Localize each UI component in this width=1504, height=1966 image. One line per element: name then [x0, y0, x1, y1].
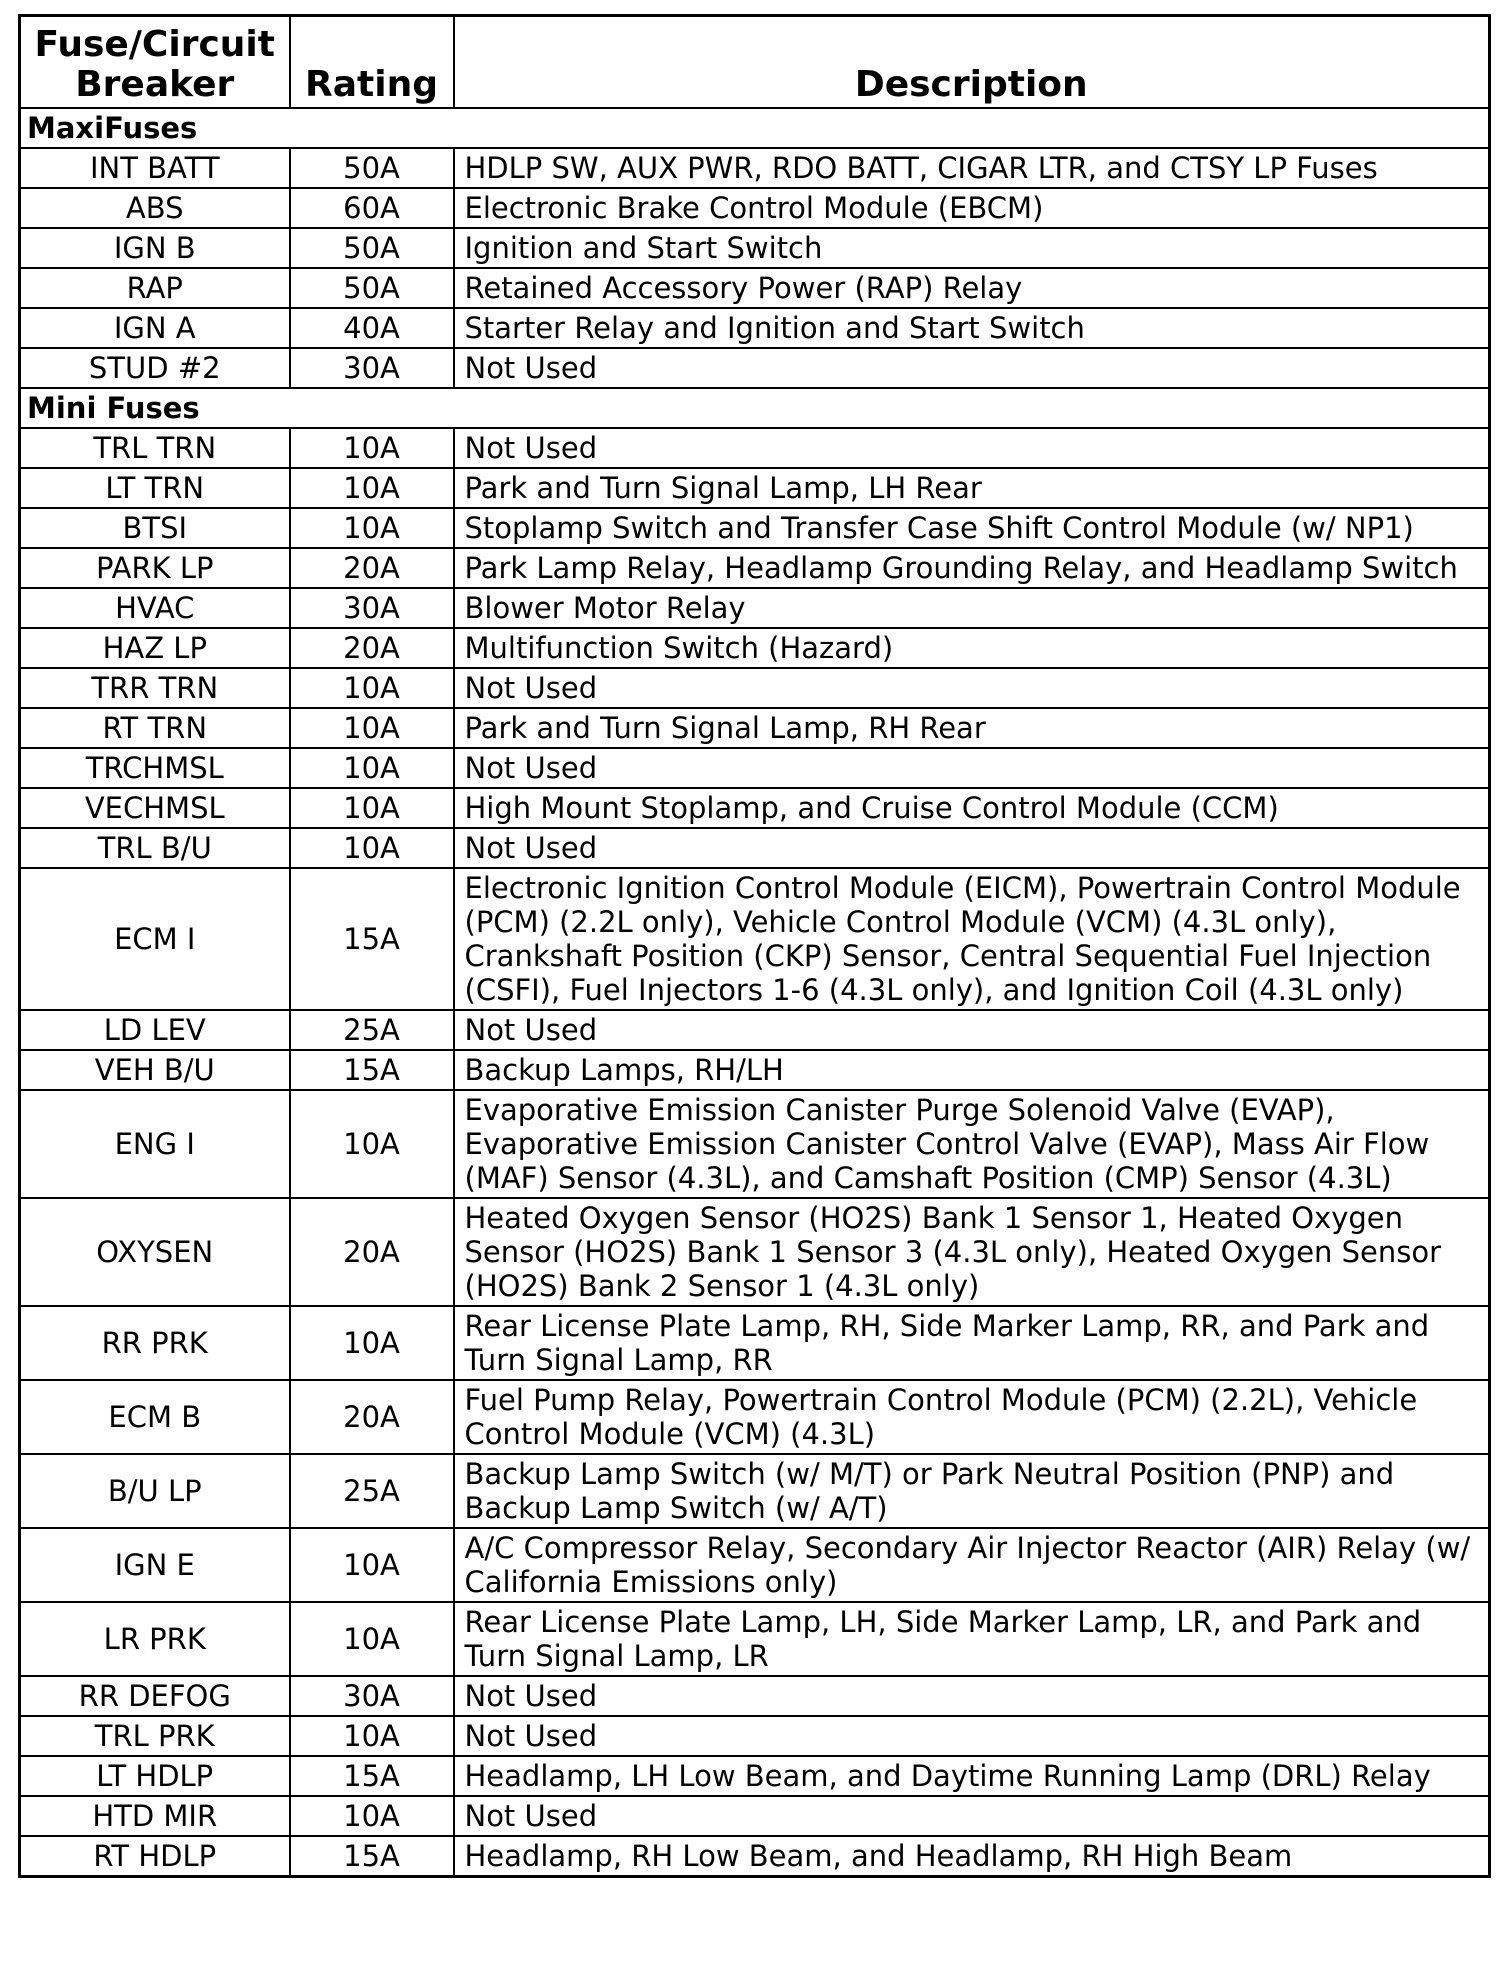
table-row [20, 1602, 1490, 1676]
rating-cell: 40A [290, 308, 454, 348]
rating-cell: 30A [290, 588, 454, 628]
fuse-name-cell: LT HDLP [20, 1756, 290, 1796]
table-row [20, 268, 1490, 308]
table-row [20, 1380, 1490, 1454]
table-row [20, 1836, 1490, 1877]
fuse-table [18, 14, 1491, 1878]
table-row [20, 1716, 1490, 1756]
rating-cell: 20A [290, 1198, 454, 1306]
table-row [20, 1796, 1490, 1836]
description-cell: Electronic Ignition Control Module (EICM), Powertrain Control Module (PCM) (2.2L only), Vehicle Control Module (VCM) (4.3L only), Crankshaft Position (CKP) Sensor, Central Sequential Fuel Injection (CSFI), Fuel Injectors 1-6 (4.3L only), and Ignition Coil (4.3L only) [454, 868, 1490, 1010]
fuse-name-cell: ABS [20, 188, 290, 228]
rating-cell: 15A [290, 1050, 454, 1090]
description-cell: Not Used [454, 428, 1490, 468]
table-body [20, 108, 1490, 1877]
table-row [20, 148, 1490, 188]
table-row [20, 428, 1490, 468]
description-cell: Blower Motor Relay [454, 588, 1490, 628]
fuse-name-cell: IGN E [20, 1528, 290, 1602]
table-row [20, 1676, 1490, 1716]
table-row [20, 188, 1490, 228]
rating-cell: 10A [290, 1306, 454, 1380]
fuse-name-cell: INT BATT [20, 148, 290, 188]
table-row [20, 548, 1490, 588]
rating-cell: 60A [290, 188, 454, 228]
description-cell: Heated Oxygen Sensor (HO2S) Bank 1 Sensor 1, Heated Oxygen Sensor (HO2S) Bank 1 Sensor 3 (4.3L only), Heated Oxygen Sensor (HO2S) Bank 2 Sensor 1 (4.3L only) [454, 1198, 1490, 1306]
rating-cell: 15A [290, 1836, 454, 1877]
section-title: MaxiFuses [20, 108, 1490, 148]
fuse-name-cell: HTD MIR [20, 1796, 290, 1836]
fuse-name-cell: LD LEV [20, 1010, 290, 1050]
table-row [20, 668, 1490, 708]
fuse-name-cell: TRL TRN [20, 428, 290, 468]
description-cell: High Mount Stoplamp, and Cruise Control Module (CCM) [454, 788, 1490, 828]
column-header-description: Description [454, 16, 1490, 108]
rating-cell: 15A [290, 1756, 454, 1796]
section-header-row [20, 388, 1490, 428]
fuse-name-cell: TRL B/U [20, 828, 290, 868]
table-row [20, 868, 1490, 1010]
table-row [20, 228, 1490, 268]
rating-cell: 10A [290, 468, 454, 508]
description-cell: Rear License Plate Lamp, LH, Side Marker Lamp, LR, and Park and Turn Signal Lamp, LR [454, 1602, 1490, 1676]
rating-cell: 10A [290, 828, 454, 868]
rating-cell: 25A [290, 1010, 454, 1050]
description-cell: Not Used [454, 1716, 1490, 1756]
rating-cell: 15A [290, 868, 454, 1010]
fuse-name-cell: LT TRN [20, 468, 290, 508]
rating-cell: 10A [290, 788, 454, 828]
fuse-name-cell: RR PRK [20, 1306, 290, 1380]
table-row [20, 788, 1490, 828]
fuse-name-cell: ENG I [20, 1090, 290, 1198]
description-cell: Headlamp, LH Low Beam, and Daytime Running Lamp (DRL) Relay [454, 1756, 1490, 1796]
rating-cell: 50A [290, 268, 454, 308]
rating-cell: 10A [290, 1528, 454, 1602]
rating-cell: 10A [290, 508, 454, 548]
table-row [20, 828, 1490, 868]
fuse-name-cell: RT TRN [20, 708, 290, 748]
column-header-rating: Rating [290, 16, 454, 108]
fuse-name-cell: VECHMSL [20, 788, 290, 828]
header-row [20, 16, 1490, 108]
rating-cell: 10A [290, 1716, 454, 1756]
rating-cell: 10A [290, 428, 454, 468]
description-cell: Stoplamp Switch and Transfer Case Shift Control Module (w/ NP1) [454, 508, 1490, 548]
fuse-name-cell: STUD #2 [20, 348, 290, 388]
rating-cell: 10A [290, 708, 454, 748]
rating-cell: 10A [290, 1796, 454, 1836]
column-header-fuse: Fuse/Circuit Breaker [20, 16, 290, 108]
rating-cell: 20A [290, 548, 454, 588]
rating-cell: 10A [290, 1602, 454, 1676]
rating-cell: 50A [290, 148, 454, 188]
description-cell: Not Used [454, 668, 1490, 708]
table-row [20, 628, 1490, 668]
rating-cell: 20A [290, 628, 454, 668]
description-cell: Not Used [454, 748, 1490, 788]
description-cell: HDLP SW, AUX PWR, RDO BATT, CIGAR LTR, and CTSY LP Fuses [454, 148, 1490, 188]
fuse-name-cell: ECM B [20, 1380, 290, 1454]
fuse-name-cell: B/U LP [20, 1454, 290, 1528]
table-row [20, 508, 1490, 548]
table-row [20, 748, 1490, 788]
rating-cell: 10A [290, 668, 454, 708]
description-cell: Not Used [454, 1796, 1490, 1836]
description-cell: Fuel Pump Relay, Powertrain Control Module (PCM) (2.2L), Vehicle Control Module (VCM) (4.3L) [454, 1380, 1490, 1454]
rating-cell: 30A [290, 348, 454, 388]
rating-cell: 30A [290, 1676, 454, 1716]
table-row [20, 1050, 1490, 1090]
fuse-name-cell: HVAC [20, 588, 290, 628]
fuse-name-cell: IGN A [20, 308, 290, 348]
table-header [20, 16, 1490, 108]
table-row [20, 1756, 1490, 1796]
description-cell: Not Used [454, 348, 1490, 388]
rating-cell: 50A [290, 228, 454, 268]
table-row [20, 1528, 1490, 1602]
description-cell: Rear License Plate Lamp, RH, Side Marker Lamp, RR, and Park and Turn Signal Lamp, RR [454, 1306, 1490, 1380]
table-row [20, 588, 1490, 628]
fuse-name-cell: RR DEFOG [20, 1676, 290, 1716]
rating-cell: 25A [290, 1454, 454, 1528]
description-cell: A/C Compressor Relay, Secondary Air Injector Reactor (AIR) Relay (w/ California Emissions only) [454, 1528, 1490, 1602]
description-cell: Not Used [454, 1010, 1490, 1050]
table-row [20, 1090, 1490, 1198]
description-cell: Headlamp, RH Low Beam, and Headlamp, RH High Beam [454, 1836, 1490, 1877]
fuse-name-cell: IGN B [20, 228, 290, 268]
description-cell: Backup Lamps, RH/LH [454, 1050, 1490, 1090]
fuse-name-cell: BTSI [20, 508, 290, 548]
description-cell: Park and Turn Signal Lamp, LH Rear [454, 468, 1490, 508]
table-row [20, 348, 1490, 388]
table-row [20, 308, 1490, 348]
fuse-name-cell: RAP [20, 268, 290, 308]
fuse-name-cell: TRR TRN [20, 668, 290, 708]
table-row [20, 1454, 1490, 1528]
description-cell: Ignition and Start Switch [454, 228, 1490, 268]
description-cell: Retained Accessory Power (RAP) Relay [454, 268, 1490, 308]
rating-cell: 20A [290, 1380, 454, 1454]
table-row [20, 1010, 1490, 1050]
fuse-name-cell: RT HDLP [20, 1836, 290, 1877]
description-cell: Not Used [454, 1676, 1490, 1716]
description-cell: Not Used [454, 828, 1490, 868]
description-cell: Starter Relay and Ignition and Start Switch [454, 308, 1490, 348]
table-row [20, 1306, 1490, 1380]
description-cell: Evaporative Emission Canister Purge Solenoid Valve (EVAP), Evaporative Emission Canister Control Valve (EVAP), Mass Air Flow (MAF) Sensor (4.3L), and Camshaft Position (CMP) Sensor (4.3L) [454, 1090, 1490, 1198]
rating-cell: 10A [290, 1090, 454, 1198]
fuse-name-cell: TRL PRK [20, 1716, 290, 1756]
fuse-name-cell: HAZ LP [20, 628, 290, 668]
description-cell: Electronic Brake Control Module (EBCM) [454, 188, 1490, 228]
description-cell: Park Lamp Relay, Headlamp Grounding Relay, and Headlamp Switch [454, 548, 1490, 588]
fuse-name-cell: PARK LP [20, 548, 290, 588]
section-title: Mini Fuses [20, 388, 1490, 428]
fuse-name-cell: VEH B/U [20, 1050, 290, 1090]
description-cell: Multifunction Switch (Hazard) [454, 628, 1490, 668]
rating-cell: 10A [290, 748, 454, 788]
table-row [20, 1198, 1490, 1306]
section-header-row [20, 108, 1490, 148]
fuse-name-cell: LR PRK [20, 1602, 290, 1676]
fuse-name-cell: OXYSEN [20, 1198, 290, 1306]
fuse-name-cell: TRCHMSL [20, 748, 290, 788]
fuse-name-cell: ECM I [20, 868, 290, 1010]
description-cell: Backup Lamp Switch (w/ M/T) or Park Neutral Position (PNP) and Backup Lamp Switch (w/ A/T) [454, 1454, 1490, 1528]
table-row [20, 468, 1490, 508]
table-row [20, 708, 1490, 748]
description-cell: Park and Turn Signal Lamp, RH Rear [454, 708, 1490, 748]
